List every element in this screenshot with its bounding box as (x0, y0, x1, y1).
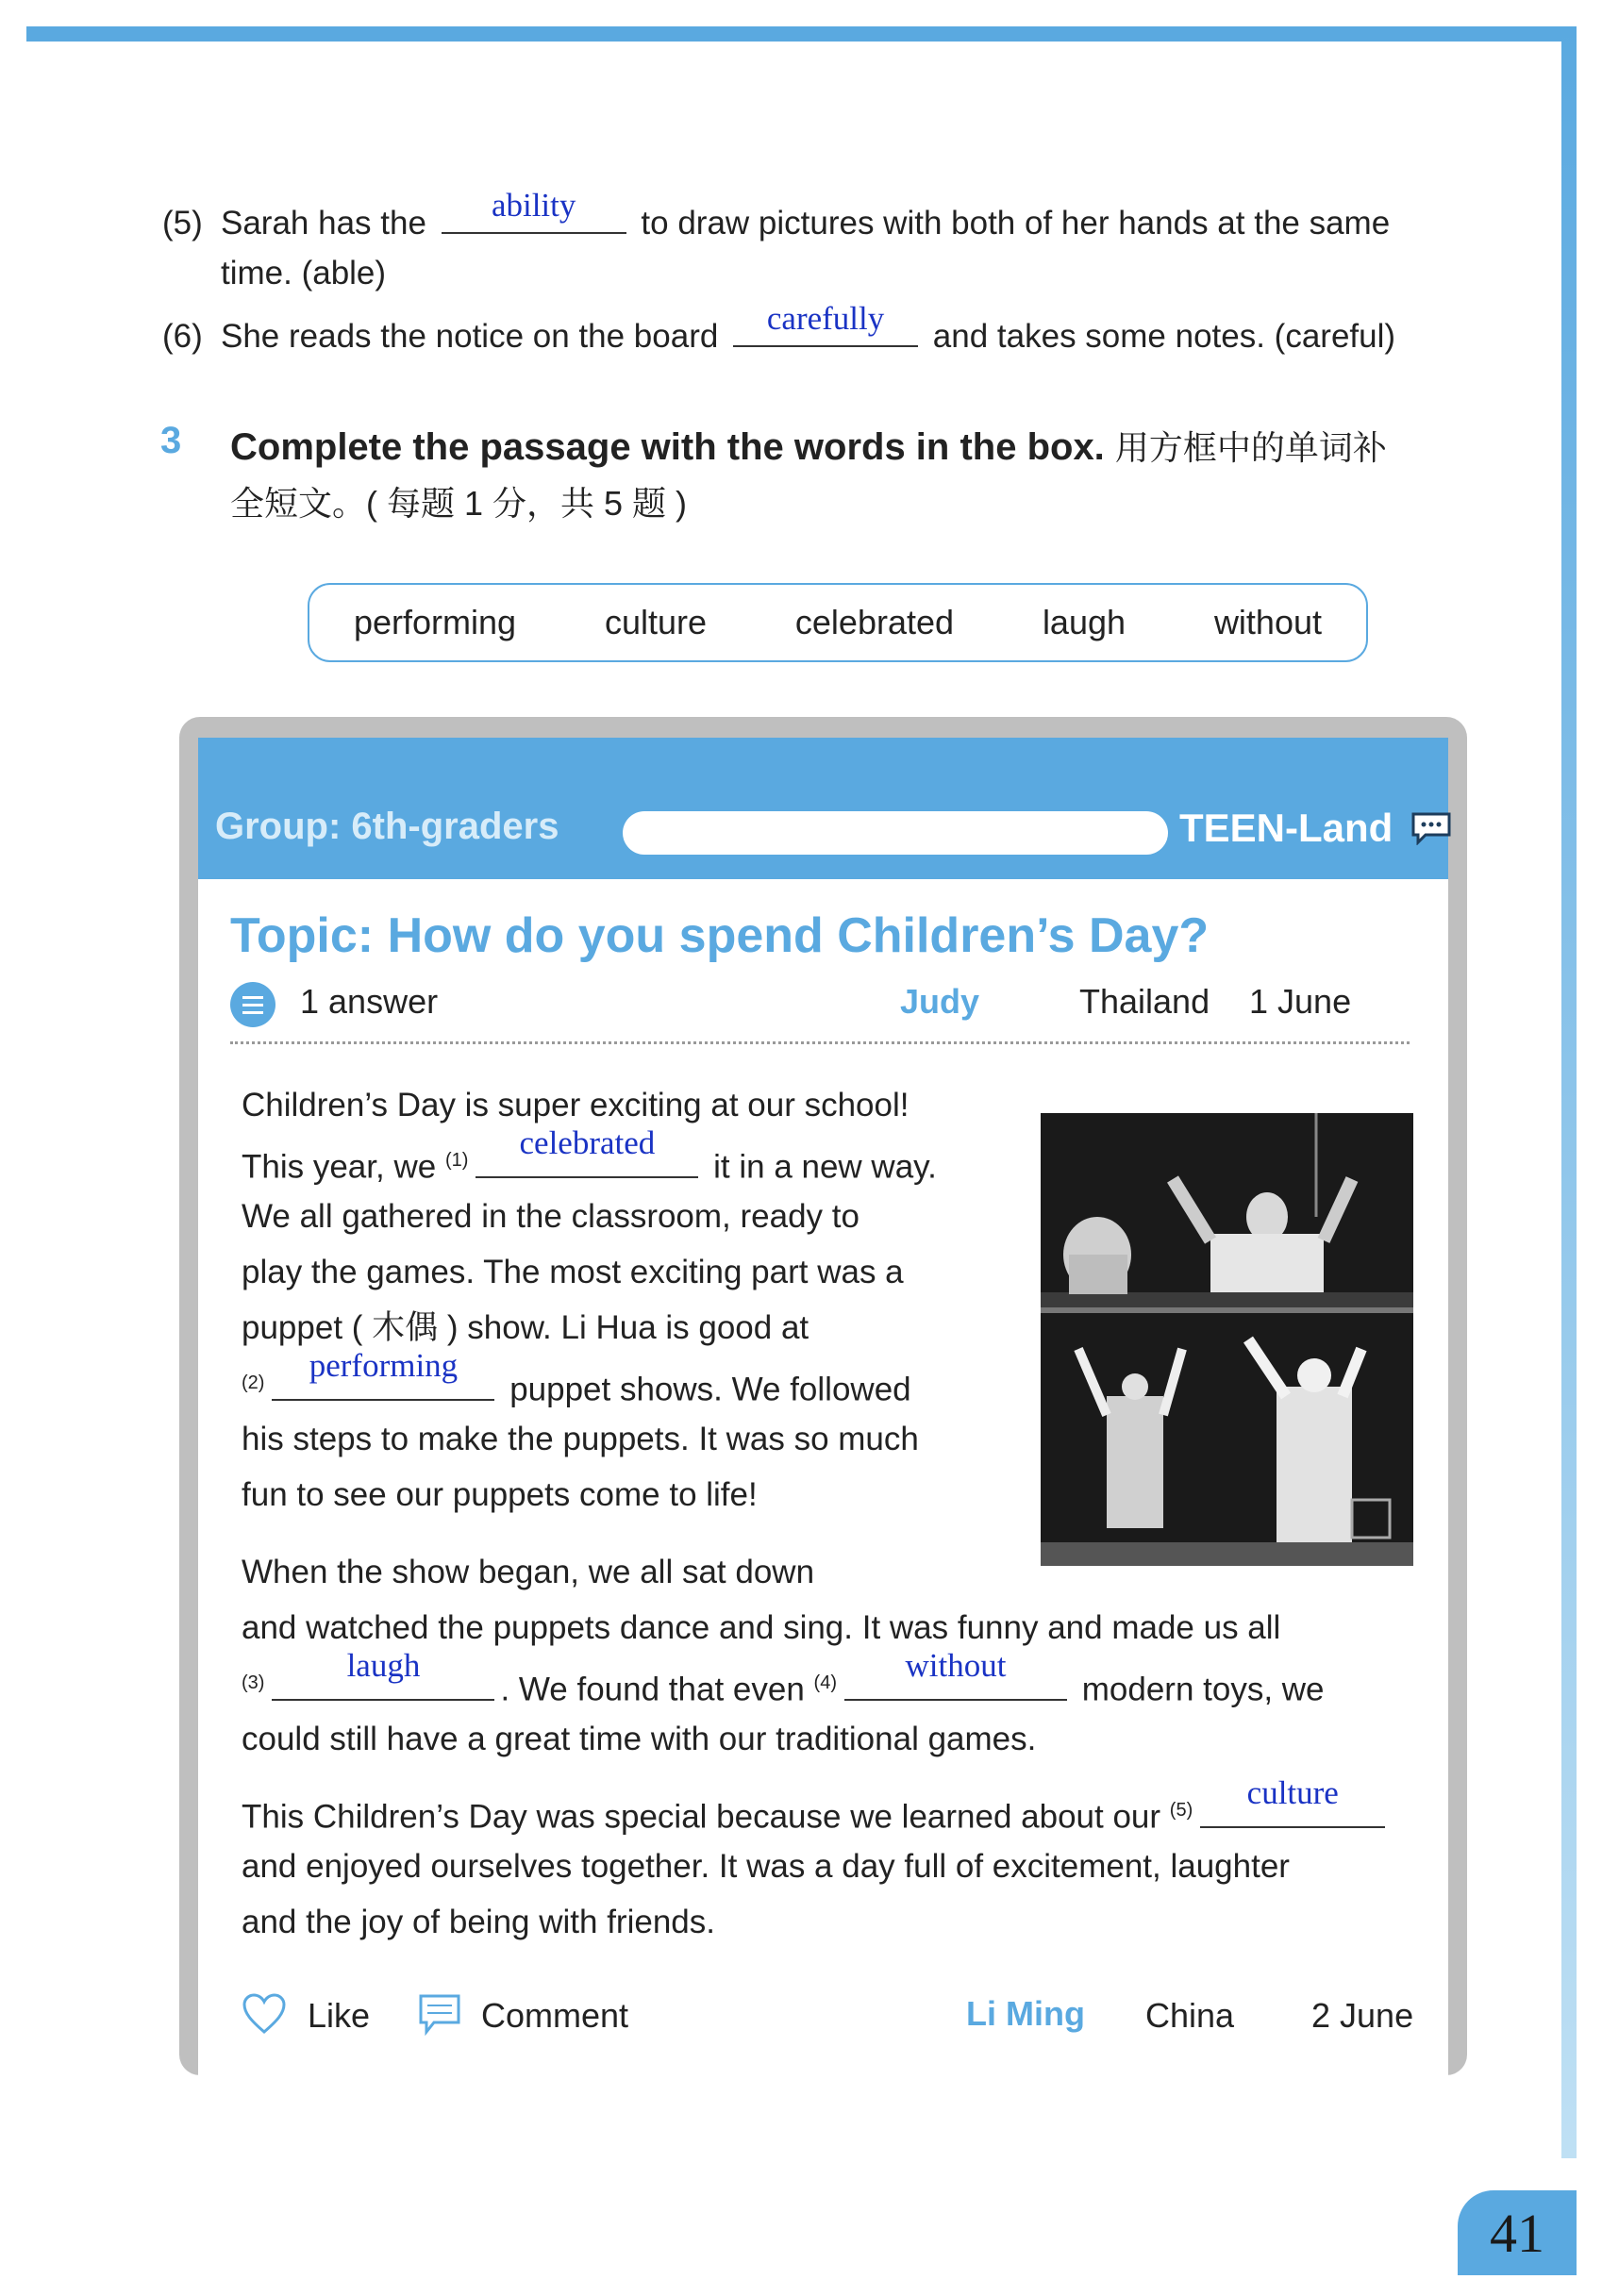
replier-country: China (1145, 1996, 1235, 2035)
site-name: TEEN-Land (1179, 806, 1393, 850)
passage-line: his steps to make the puppets. It was so much (242, 1421, 919, 1457)
forum-card (179, 717, 1467, 2075)
question-5: (5) Sarah has the ability to draw pictures with both of her hands at the same (162, 196, 1390, 244)
asker-name[interactable]: Judy (900, 982, 980, 1021)
answer-blank-2[interactable]: performing (272, 1363, 494, 1401)
question-number: (6) (162, 318, 203, 355)
comment-button[interactable]: Comment (481, 1996, 629, 2035)
group-label: Group: 6th-graders (215, 806, 559, 847)
replier-name[interactable]: Li Ming (966, 1994, 1085, 2033)
passage-line: could still have a great time with our traditional games. (242, 1721, 1037, 1757)
question-5-line2: time. (able) (221, 255, 387, 291)
comment-icon[interactable] (417, 1992, 462, 2036)
question-number: (5) (162, 205, 203, 241)
word-option: performing (353, 603, 517, 641)
question-6: (6) She reads the notice on the board carefully and takes some notes. (careful) (162, 309, 1395, 358)
puppet-photo-illustration (1041, 1113, 1413, 1566)
top-bar (26, 26, 1576, 42)
passage-line: and enjoyed ourselves together. It was a day full of excitement, laughter (242, 1848, 1290, 1885)
word-option: without (1213, 603, 1323, 641)
answer-blank-5[interactable]: culture (1200, 1790, 1385, 1828)
passage-line: $^{(2)}$ performing puppet shows. We followed (242, 1346, 911, 1408)
asker-country: Thailand (1079, 982, 1210, 1021)
post-footer (242, 1992, 1421, 2049)
heart-icon[interactable] (242, 1992, 287, 2036)
exercise-title: Complete the passage with the words in the box. 用方框中的单词补 全短文。( 每题 1 分，共 5 题 ) (230, 426, 1387, 523)
passage-line: play the games. The most exciting part was a (242, 1254, 904, 1290)
answer-blank[interactable]: carefully (733, 309, 918, 347)
passage-line: When the show began, we all sat down (242, 1554, 815, 1590)
word-option: culture (604, 603, 707, 641)
page-number: 41 (1458, 2190, 1577, 2275)
passage-line: fun to see our puppets come to life! (242, 1476, 758, 1513)
answer-blank-3[interactable]: laugh (272, 1663, 494, 1701)
like-button[interactable]: Like (308, 1996, 371, 2035)
passage-line: and the joy of being with friends. (242, 1904, 715, 1940)
passage-line: This Children’s Day was special because we learned about our $^{(5)}$ culture (242, 1783, 1391, 1845)
passage-line: $^{(3)}$ laugh . We found that even $^{(4)}$ without modern toys, we (242, 1646, 1325, 1708)
passage-line: and watched the puppets dance and sing. It was funny and made us all (242, 1609, 1281, 1646)
right-edge-bar (1561, 26, 1577, 2158)
asker-date: 1 June (1249, 982, 1352, 1021)
question-meta (230, 978, 1410, 1031)
answers-count[interactable]: 1 answer (300, 982, 439, 1021)
blank-marker: (2) (242, 1373, 265, 1393)
blank-marker: (5) (1169, 1800, 1193, 1821)
divider (230, 1041, 1410, 1044)
passage-line: This year, we $^{(1)}$ celebrated it in a new way. (242, 1123, 937, 1186)
exercise-number: 3 (160, 420, 182, 461)
answer-blank[interactable]: ability (442, 196, 626, 234)
blank-marker: (3) (242, 1672, 265, 1693)
topic-title: Topic: How do you spend Children’s Day? (230, 908, 1210, 963)
puppet-show-photo (1041, 1113, 1413, 1566)
word-box (308, 583, 1368, 662)
blank-marker: (4) (813, 1672, 837, 1693)
passage-line: We all gathered in the classroom, ready to (242, 1198, 859, 1235)
blank-marker: (1) (444, 1150, 469, 1171)
chat-bubble-icon (1410, 811, 1452, 845)
forum-card-body (198, 738, 1448, 2077)
answer-blank-1[interactable]: celebrated (476, 1140, 698, 1178)
header-search-bar[interactable] (623, 811, 1168, 855)
word-option: celebrated (794, 603, 955, 641)
passage-line: puppet ( 木偶 ) show. Li Hua is good at (242, 1309, 809, 1346)
replier-date: 2 June (1311, 1996, 1414, 2035)
forum-header (198, 738, 1448, 879)
list-icon (230, 982, 275, 1027)
passage-line: Children’s Day is super exciting at our school! (242, 1087, 909, 1123)
answer-blank-4[interactable]: without (844, 1663, 1067, 1701)
word-option: laugh (1042, 603, 1126, 641)
